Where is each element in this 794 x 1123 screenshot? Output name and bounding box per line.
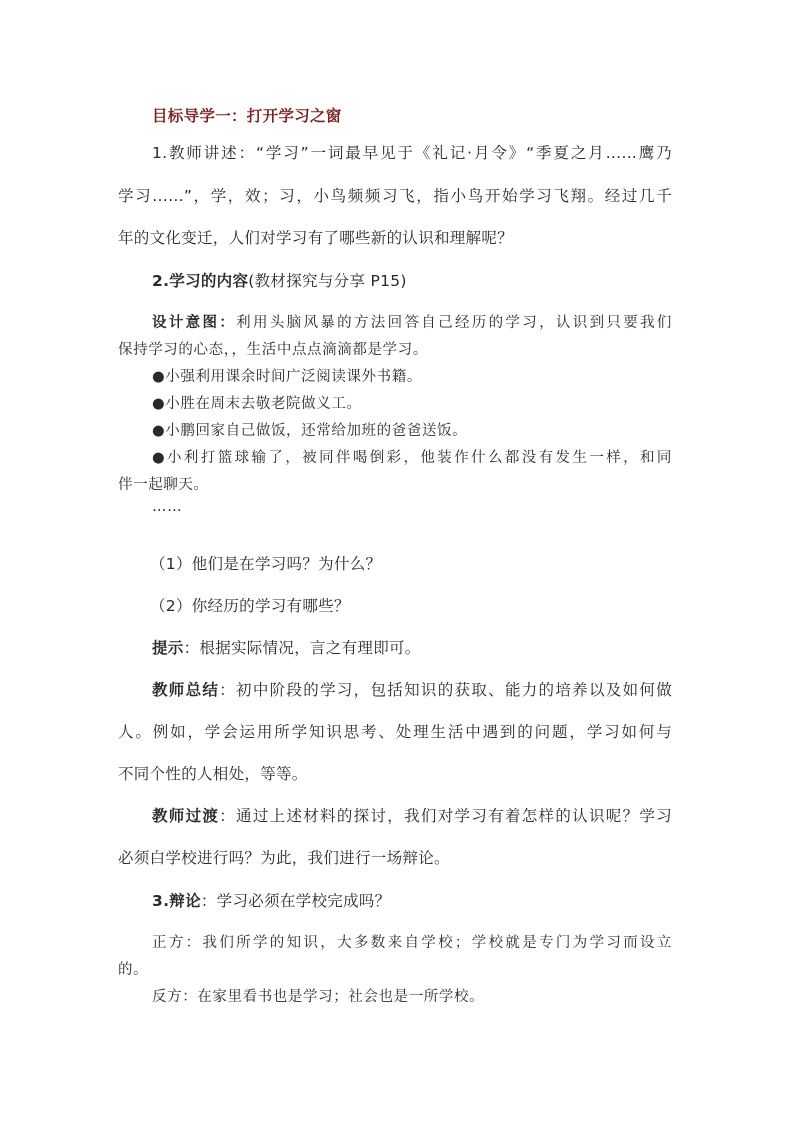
teacher-summary-line2: 人。例如，学会运用所学知识思考、处理生活中遇到的问题，学习如何与 bbox=[118, 723, 672, 741]
debate-pro-line2: 的。 bbox=[118, 962, 149, 978]
debate-label: 3.辩论 bbox=[152, 892, 201, 910]
bullet-item: ●小强利用课余时间广泛阅读课外书籍。 bbox=[152, 369, 422, 385]
design-intent-line2: 保持学习的心态，，生活中点点滴滴都是学习。 bbox=[118, 342, 428, 358]
bullet-item: ●小胜在周末去敬老院做义工。 bbox=[152, 396, 362, 412]
debate-con: 反方：在家里看书也是学习；社会也是一所学校。 bbox=[152, 989, 485, 1005]
bullet-item: ●小鹏回家自己做饭，还常给加班的爸爸送饭。 bbox=[152, 423, 468, 439]
paragraph-teacher-narration-line1: 1.教师讲述：“学习”一词最早见于《礼记·月令》“季夏之月……鹰乃 bbox=[152, 144, 672, 162]
debate-heading: 3.辩论：学习必须在学校完成吗？ bbox=[152, 892, 391, 910]
bullet-item: ●小利打篮球输了，被同伴喝倒彩，他装作什么都没有发生一样，和同 bbox=[152, 450, 672, 466]
section-title: 目标导学一：打开学习之窗 bbox=[152, 107, 342, 125]
debate-pro-line1: 正方：我们所学的知识，大多数来自学校；学校就是专门为学习而设立 bbox=[152, 935, 672, 951]
design-intent-line1: 设计意图：利用头脑风暴的方法回答自己经历的学习，认识到只要我们 bbox=[152, 314, 672, 331]
teacher-transition-label: 教师过渡 bbox=[152, 807, 220, 825]
teacher-narration-label: 1.教师讲述 bbox=[152, 144, 239, 162]
paragraph-teacher-narration-line2: 学习……”，学，效；习，小鸟频频习飞，指小鸟开始学习飞翔。经过几千 bbox=[118, 187, 672, 205]
teacher-summary-line3: 不同个性的人相处，等等。 bbox=[118, 765, 308, 783]
question-2: （2）你经历的学习有哪些？ bbox=[150, 597, 350, 615]
design-intent-label: 设计意图： bbox=[152, 314, 237, 331]
paragraph-teacher-narration-line3: 年的文化变迁，人们对学习有了哪些新的认识和理解呢？ bbox=[118, 229, 514, 247]
teacher-transition-line1: 教师过渡：通过上述材料的探讨，我们对学习有着怎样的认识呢？学习 bbox=[152, 807, 672, 825]
teacher-transition-line2: 必须白学校进行吗？为此，我们进行一场辩论。 bbox=[118, 849, 450, 867]
bullet-item-continuation: 伴一起聊天。 bbox=[118, 477, 209, 493]
question-1: （1）他们是在学习吗？为什么？ bbox=[150, 555, 382, 573]
hint-label: 提示 bbox=[152, 639, 184, 657]
hint: 提示：根据实际情况，言之有理即可。 bbox=[152, 639, 421, 657]
ellipsis: …… bbox=[152, 499, 183, 515]
teacher-summary-line1: 教师总结：初中阶段的学习，包括知识的获取、能力的培养以及如何做 bbox=[152, 681, 672, 699]
learning-content-heading: 2.学习的内容(教材探究与分享 P15) bbox=[152, 272, 407, 290]
teacher-summary-label: 教师总结 bbox=[152, 681, 220, 699]
